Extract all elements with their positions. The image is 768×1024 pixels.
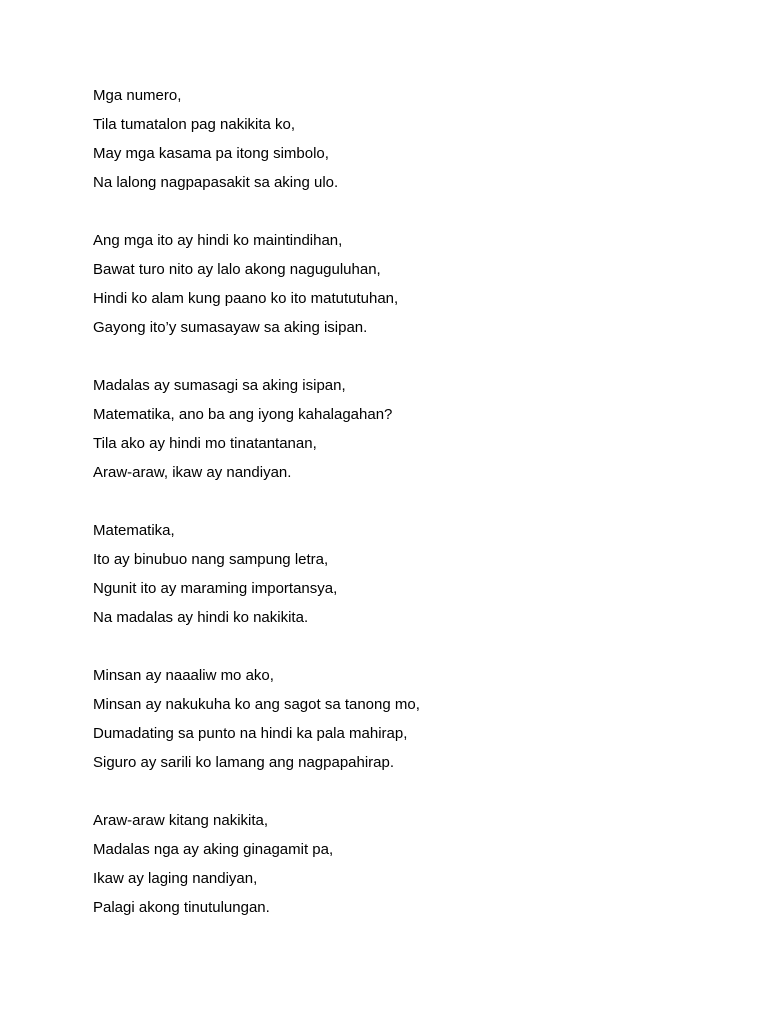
poem-line: Minsan ay nakukuha ko ang sagot sa tanong mo, <box>93 696 420 713</box>
stanza-1 <box>93 84 420 200</box>
poem-line: Ito ay binubuo nang sampung letra, <box>93 551 329 568</box>
stanza-4 <box>93 519 420 635</box>
poem-line: Ikaw ay laging nandiyan, <box>93 870 258 887</box>
poem-line: Ngunit ito ay maraming importansya, <box>93 580 338 597</box>
poem-line: Palagi akong tinutulungan. <box>93 899 270 916</box>
poem-line: Siguro ay sarili ko lamang ang nagpapahirap. <box>93 754 395 771</box>
poem-line: Dumadating sa punto na hindi ka pala mahirap, <box>93 725 408 742</box>
stanza-5 <box>93 664 420 780</box>
poem-line: Tila tumatalon pag nakikita ko, <box>93 116 296 133</box>
poem-line: Minsan ay naaaliw mo ako, <box>93 667 274 684</box>
poem-line: Araw-araw, ikaw ay nandiyan. <box>93 464 292 481</box>
stanza-3 <box>93 374 420 490</box>
poem-line: Na lalong nagpapasakit sa aking ulo. <box>93 174 339 191</box>
poem-line: Bawat turo nito ay lalo akong naguguluhan, <box>93 261 381 278</box>
stanza-6 <box>93 809 420 925</box>
poem-line: Madalas ay sumasagi sa aking isipan, <box>93 377 346 394</box>
poem-line: May mga kasama pa itong simbolo, <box>93 145 329 162</box>
poem-line: Tila ako ay hindi mo tinatantanan, <box>93 435 317 452</box>
stanza-2 <box>93 229 420 345</box>
poem-line: Hindi ko alam kung paano ko ito matututuhan, <box>93 290 399 307</box>
poem-line: Matematika, <box>93 522 175 539</box>
poem-line: Madalas nga ay aking ginagamit pa, <box>93 841 334 858</box>
poem-line: Mga numero, <box>93 87 182 104</box>
poem-line: Ang mga ito ay hindi ko maintindihan, <box>93 232 343 249</box>
poem-line: Gayong ito’y sumasayaw sa aking isipan. <box>93 319 368 336</box>
poem-line: Matematika, ano ba ang iyong kahalagahan? <box>93 406 393 423</box>
poem-line: Na madalas ay hindi ko nakikita. <box>93 609 309 626</box>
poem-body <box>93 84 420 954</box>
poem-line: Araw-araw kitang nakikita, <box>93 812 269 829</box>
